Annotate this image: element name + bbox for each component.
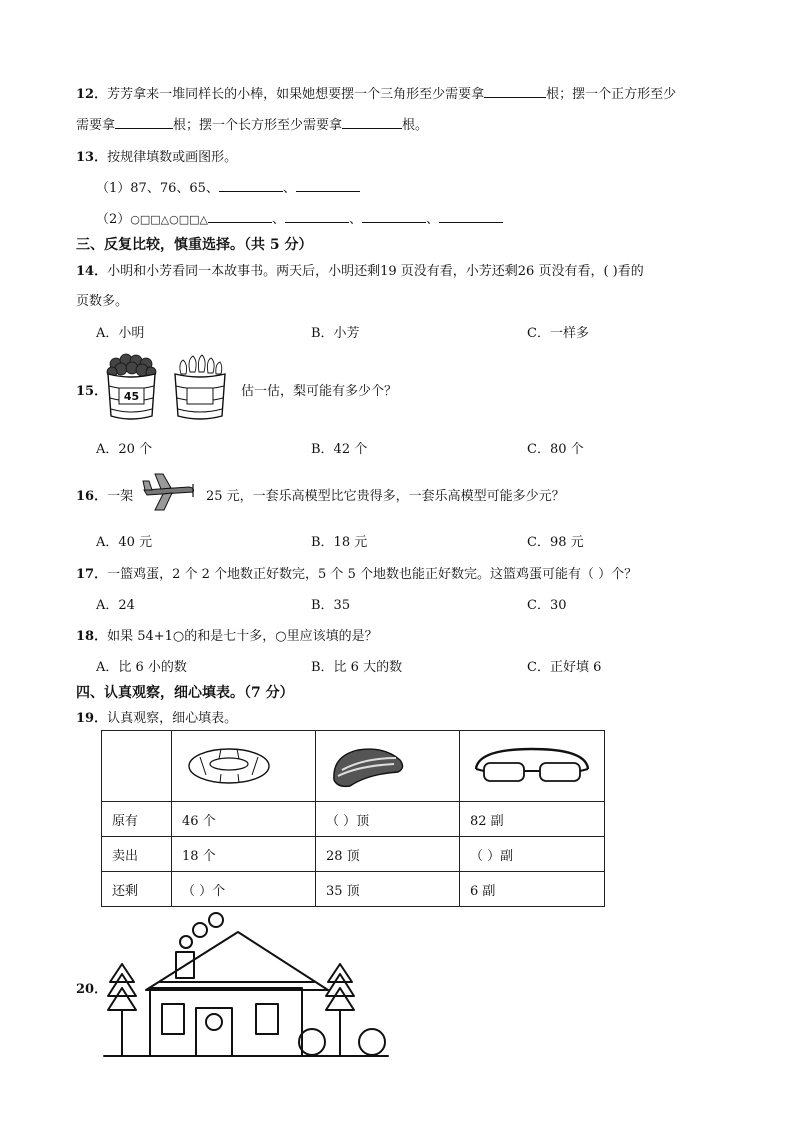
question-number: 12． xyxy=(76,87,108,102)
option-b[interactable]: B．18 元 xyxy=(311,535,368,550)
option-c[interactable]: C．30 xyxy=(527,598,567,613)
question-number: 13． xyxy=(76,150,108,165)
option-a[interactable]: A．小明 xyxy=(96,326,145,341)
option-a[interactable]: A．40 元 xyxy=(96,535,153,550)
question-15-text: 估一估，梨可能有多少个？ xyxy=(241,384,398,399)
separator: 、 xyxy=(271,212,285,227)
window xyxy=(162,1004,184,1034)
table-row xyxy=(102,837,605,872)
question-16-text: 25 元，一套乐高模型比它贵得多，一套乐高模型可能多少元？ xyxy=(206,489,565,504)
table-cell: 18 个 xyxy=(172,837,316,872)
question-text: 芳芳拿来一堆同样长的小棒，如果她想要摆一个三角形至少需要拿 xyxy=(107,87,485,102)
table-cell: 82 副 xyxy=(460,802,605,837)
answer-cell[interactable]: （ ）个 xyxy=(172,872,316,907)
shape-sequence: ○□□△○□□△ xyxy=(130,213,208,226)
option-b[interactable]: B．35 xyxy=(311,598,351,613)
door-window xyxy=(206,1014,222,1030)
option-a[interactable]: A．20 个 xyxy=(96,442,153,457)
answer-blank[interactable] xyxy=(342,116,402,129)
answer-blank[interactable] xyxy=(296,179,360,192)
question-19 xyxy=(76,707,237,726)
answer-blank[interactable] xyxy=(484,85,546,98)
option-b[interactable]: B．小芳 xyxy=(311,326,360,341)
bush-circle xyxy=(359,1029,385,1055)
question-text: 需要拿 xyxy=(76,118,116,133)
hat-icon xyxy=(328,742,449,790)
row-label: 卖出 xyxy=(102,837,172,872)
table-cell: 46 个 xyxy=(172,802,316,837)
option-c[interactable]: C．80 个 xyxy=(527,442,584,457)
question-13-part2 xyxy=(96,208,503,227)
smoke-circle xyxy=(193,923,207,937)
separator: 、 xyxy=(348,212,362,227)
question-text: 如果 54+1○的和是七十多，○里应该填的是？ xyxy=(107,629,378,644)
question-number: 18． xyxy=(76,629,108,644)
question-text: 小明和小芳看同一本故事书。两天后，小明还剩19 页没有看，小芳还剩26 页没有看，( )看的 xyxy=(107,264,644,279)
question-number: 14． xyxy=(76,264,108,279)
option-c[interactable]: C．正好填 6 xyxy=(527,660,602,675)
house-wall xyxy=(150,988,302,1056)
house-shapes-drawing xyxy=(100,912,392,1062)
table-header-cell xyxy=(460,731,605,802)
table-corner-cell xyxy=(102,731,172,802)
airplane-model-icon xyxy=(141,470,197,515)
question-14-line1 xyxy=(76,260,644,279)
table-cell: 35 顶 xyxy=(316,872,460,907)
answer-blank[interactable] xyxy=(285,210,349,223)
question-16-lead xyxy=(76,485,133,504)
option-a[interactable]: A．比 6 小的数 xyxy=(96,660,187,675)
part-label: （2） xyxy=(96,212,131,227)
answer-blank[interactable] xyxy=(439,210,503,223)
goggles-icon xyxy=(470,743,594,789)
smoke-circle xyxy=(209,913,223,927)
question-13-part1 xyxy=(96,177,360,196)
question-text: 认真观察，细心填表。 xyxy=(107,711,238,726)
pear-basket-icon xyxy=(171,352,229,422)
section-4-heading: 四、认真观察，细心填表。（7 分） xyxy=(76,685,294,701)
answer-cell[interactable]: （ ）顶 xyxy=(316,802,460,837)
answer-blank[interactable] xyxy=(115,116,173,129)
table-header-row xyxy=(102,731,605,802)
answer-cell[interactable]: （ ）副 xyxy=(460,837,605,872)
separator: 、 xyxy=(426,212,440,227)
answer-blank[interactable] xyxy=(208,210,272,223)
table-header-cell xyxy=(172,731,316,802)
question-text: 按规律填数或画图形。 xyxy=(107,150,238,165)
answer-blank[interactable] xyxy=(219,179,283,192)
table-cell: 6 副 xyxy=(460,872,605,907)
question-12-line2 xyxy=(76,114,428,133)
table-row xyxy=(102,802,605,837)
table-header-cell xyxy=(316,731,460,802)
number-sequence: 87、76、65、 xyxy=(130,181,219,196)
question-17 xyxy=(76,563,637,582)
life-ring-icon xyxy=(186,745,305,787)
question-number: 17． xyxy=(76,567,108,582)
question-text: 根；摆一个长方形至少需要拿 xyxy=(173,118,343,133)
table-row xyxy=(102,872,605,907)
section-3-heading: 三、反复比较，慎重选择。（共 5 分） xyxy=(76,237,313,253)
question-text: 根；摆一个正方形至少 xyxy=(546,87,677,102)
question-13 xyxy=(76,146,237,165)
question-text: 一架 xyxy=(107,489,134,504)
option-b[interactable]: B．比 6 大的数 xyxy=(311,660,403,675)
option-a[interactable]: A．24 xyxy=(96,598,135,613)
apple-basket-icon xyxy=(104,352,159,422)
row-label: 原有 xyxy=(102,802,172,837)
question-number: 15． xyxy=(76,384,108,399)
question-14-line2: 页数多。 xyxy=(76,294,129,309)
tree-icon xyxy=(108,964,136,1056)
question-number: 20． xyxy=(76,982,108,997)
option-c[interactable]: C．98 元 xyxy=(527,535,584,550)
question-12-line1 xyxy=(76,83,676,102)
inventory-table xyxy=(101,730,605,907)
option-b[interactable]: B．42 个 xyxy=(311,442,368,457)
tree-icon xyxy=(326,964,354,1056)
smoke-circle xyxy=(180,936,192,948)
question-15-number xyxy=(76,380,107,399)
question-text: 根。 xyxy=(402,118,429,133)
question-18 xyxy=(76,625,378,644)
separator: 、 xyxy=(282,181,296,196)
table-cell: 28 顶 xyxy=(316,837,460,872)
question-number: 19． xyxy=(76,711,108,726)
option-c[interactable]: C．一样多 xyxy=(527,326,589,341)
question-number: 16． xyxy=(76,489,108,504)
question-text: 一篮鸡蛋，2 个 2 个地数正好数完，5 个 5 个地数也能正好数完。这篮鸡蛋可能有（ ）个？ xyxy=(107,567,638,582)
part-label: （1） xyxy=(96,181,131,196)
answer-blank[interactable] xyxy=(362,210,426,223)
row-label: 还剩 xyxy=(102,872,172,907)
basket-count-label: 45 xyxy=(123,390,140,403)
window xyxy=(256,1004,278,1034)
door xyxy=(196,1008,232,1056)
